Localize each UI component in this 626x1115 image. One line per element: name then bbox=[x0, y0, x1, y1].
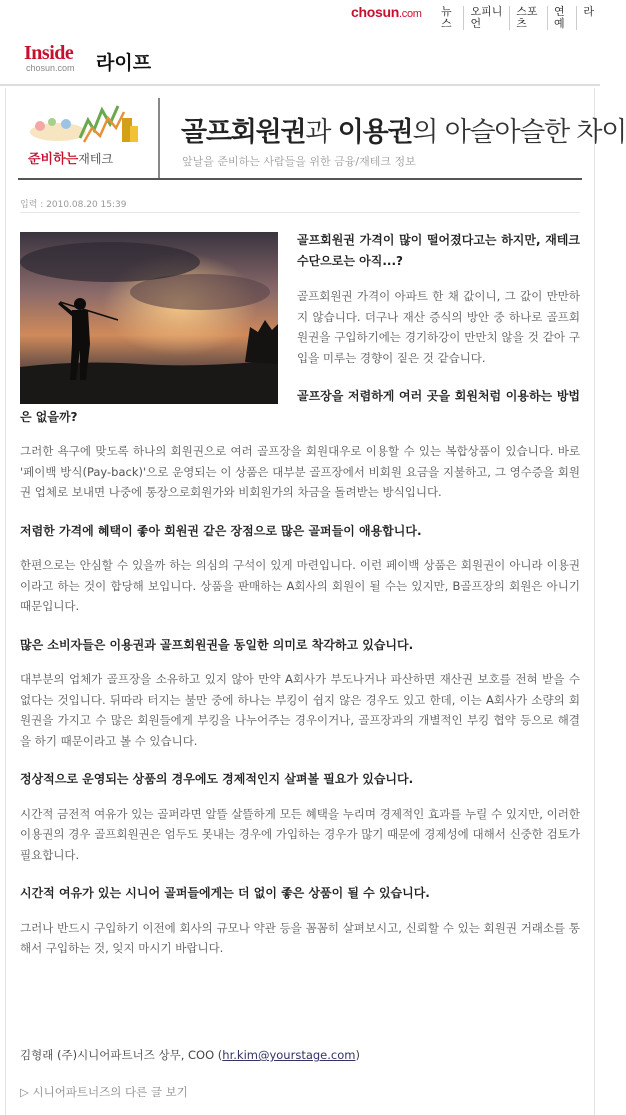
top-navigation bbox=[0, 0, 600, 30]
article-paragraph-1: 골프회원권 가격이 아파트 한 채 값이니, 그 값이 만만하지 않습니다. 더구나 재산 증식의 방안 중 하나로 골프회원권을 구입하기에는 경기하강이 만만치 않을 것 같아 구입을 미루는 경향이 짙은 것 같습니다. bbox=[297, 289, 580, 365]
article-heading-2: 저렴한 가격에 혜택이 좋아 회원권 같은 장점으로 많은 골퍼들이 애용합니다. bbox=[20, 523, 422, 538]
author-email-link[interactable]: hr.kim@yourstage.com bbox=[222, 1048, 356, 1062]
section-header bbox=[0, 24, 600, 86]
article-paragraph-3: 한편으로는 안심할 수 있을까 하는 의심의 구석이 있게 마련입니다. 이런 페이백 상품은 회원권이 아니라 이용권이라고 하는 것이 합당해 보입니다. 상품을 판매하는 A회사의 회원이 될 수는 있지만, B골프장의 회원은 아니기 때문입니다. bbox=[20, 558, 580, 613]
article-heading-1: 골프장을 저렴하게 여러 곳을 회원처럼 이용하는 방법은 없을까? bbox=[20, 389, 580, 424]
article-body bbox=[20, 230, 580, 959]
article-paragraph-2: 그러한 욕구에 맞도록 하나의 회원권으로 여러 골프장을 회원대우로 이용할 수 있는 복합상품이 있습니다. 바로 '페이백 방식(Pay-back)'으로 운영되는 이 상품은 대부분 골프장에서 비회원 요금을 지불하고, 그 영수증을 회원권 업체로 보내면 나중에 통장으로회원가와 비회원가의 차금을 돌려받는 방식입니다. bbox=[20, 444, 580, 499]
divider bbox=[20, 212, 580, 213]
menu-news[interactable]: 뉴스 bbox=[441, 5, 452, 30]
menu-opinion[interactable]: 오피니언 bbox=[463, 6, 509, 30]
inside-logo-sub: chosun.com bbox=[26, 63, 75, 73]
article-heading-4: 정상적으로 운영되는 상품의 경우에도 경제적인지 살펴볼 필요가 있습니다. bbox=[20, 772, 414, 786]
menu-sports[interactable]: 스포츠 bbox=[509, 6, 547, 30]
article-heading-3: 많은 소비자들은 이용권과 골프회원권을 동일한 의미로 착각하고 있습니다. bbox=[20, 637, 414, 652]
article-paragraph-5: 시간적 금전적 여유가 있는 골퍼라면 알뜰 살뜰하게 모든 혜택을 누리며 경제적인 효과를 누릴 수 있지만, 이러한 이용권의 경우 골프회원권은 엄두도 못내는 경우에 가입하는 경우가 많기 때문에 경제성에 대해서 신중한 검토가 필요합니다. bbox=[20, 806, 580, 862]
more-articles-link[interactable]: ▷ 시니어파트너즈의 다른 글 보기 bbox=[20, 1085, 188, 1099]
article-heading-5: 시간적 여유가 있는 시니어 골퍼들에게는 더 없이 좋은 상품이 될 수 있습니다. bbox=[20, 886, 430, 900]
article-subtitle: 앞날을 준비하는 사람들을 위한 금융/재테크 정보 bbox=[182, 155, 416, 168]
author-signature: 김형래 (주)시니어파트너즈 상무, COO (hr.kim@yourstage.com) bbox=[20, 1048, 360, 1062]
article-lead: 골프회원권 가격이 많이 떨어졌다고는 하지만, 재테크 수단으로는 아직...? bbox=[297, 233, 580, 268]
article-title: 골프회원권과 이용권의 아슬아슬한 차이 bbox=[181, 117, 626, 148]
chosun-logo[interactable]: chosun.com bbox=[351, 4, 422, 20]
banner-divider bbox=[158, 98, 160, 178]
menu-life[interactable]: 라 bbox=[576, 6, 600, 30]
publish-date: 입력 : 2010.08.20 15:39 bbox=[20, 200, 127, 210]
menu-entertainment[interactable]: 연예 bbox=[547, 6, 576, 30]
article-paragraph-4: 대부분의 업체가 골프장을 소유하고 있지 않아 만약 A회사가 부도나거나 파산하면 재산권 보호를 전혀 받을 수 없다는 것입니다. 뒤따라 터지는 불만 중에 하나는 부킹이 쉽지 않은 경우도 있고 한데, 이는 A회사가 소량의 회원권을 가지고 수 많은 회원들에게 부킹을 나누어주는 경우이거나, 골프장과의 개별적인 부킹 협약 등으로 해결을 하기 때문이라고 볼 수 있습니다. bbox=[20, 672, 580, 748]
article-banner bbox=[18, 98, 626, 180]
section-title[interactable]: 라이프 bbox=[96, 52, 152, 74]
article-paragraph-6: 그러나 반드시 구입하기 이전에 회사의 규모나 약관 등을 꼼꼼히 살펴보시고, 신뢰할 수 있는 회원권 거래소를 통해서 구입하는 것, 잊지 마시기 바랍니다. bbox=[20, 920, 580, 955]
banner-badge-label: 준비하는재테크 bbox=[28, 152, 114, 167]
inside-logo[interactable]: Inside bbox=[24, 42, 74, 64]
